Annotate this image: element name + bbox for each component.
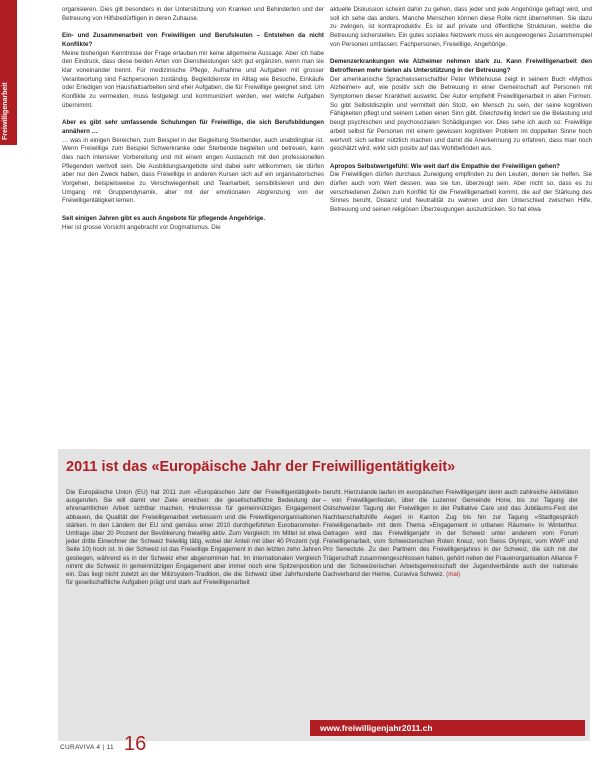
info-box-text-left: Die Europäische Union (EU) hat 2011 zum «Europäischen Jahr der Freiwilligentätigkeit» ausgerufen. Sie will damit vier Ziele erreichen: die gesellschaftliche Bedeutung der ehrenamtlichen Arbeit sichtbar machen, Hindernisse für gemeinnütziges Engagement abbauen, die Qualität der Freiwilligenarbeit verbessern und die Freiwilligenorganisationen stärken. In den Ländern der EU sind gemäss einer 2010 durchgeführten Eurobarometer-Umfrage über 20 Prozent der Bevölkerung freiwillig aktiv. Zum Vergleich: Im Mittel ist etwa jeder dritte Einwohner der Schweiz freiwillig tätig, wobei der Anteil mit über 40 Prozent (vgl. Seite 10) hoch ist. In der Schweiz ist das Freiwillige Engagement in den letzten zehn Jahren gestiegen, während es in der Schweiz eher abgenommen hat. Im internationalen Vergleich nimmt die Schweiz in gemeinnützigen Engagement aber immer noch eine Spitzenposition ein. Das liegt nicht zuletzt an der Milizsystem-Tradition, die die Schweiz über Jahrhunderte für gesellschaftliche Aufgaben prägt und stark auf Freiwilligenarbeit — [66, 489, 321, 587]
paragraph: organisieren. Dies gilt besonders in der Unterstützung von Kranken und Behinderten und der Betreuung von Hilfsbedürftigen in deren Zuhause. — [62, 6, 324, 22]
info-box-title: 2011 ist das «Europäische Jahr der Freiwilligentätigkeit» — [66, 459, 456, 475]
magazine-issue: CURAVIVA 4 | 11 — [60, 744, 114, 751]
interview-question: Seit einigen Jahren gibt es auch Angebote für pflegende Angehörige. — [62, 214, 266, 222]
page-number: 16 — [124, 733, 147, 755]
interview-question: Apropos Selbstwertgefühl: Wie weit darf die Empathie der Freiwilligen gehen? — [330, 162, 560, 170]
website-link[interactable]: www.freiwilligenjahr2011.ch — [310, 720, 585, 736]
interview-question: Aber es gibt sehr umfassende Schulungen für Freiwillige, die sich Berufsbildungen annähern … — [62, 119, 324, 135]
paragraph: … was in einigen Bereichen, zum Beispiel in der Begleitung Sterbender, auch unabdingbar ist. Wenn Freiwillige zum Beispiel Schwerkranke oder Sterbende begleiten und betreuen, kann dies nach intensiver Vorbereitung und mit einem engen Austausch mit den professionellen Pflegenden wertvoll sein. Die Ausbildungsangebote sind dabei sehr willkommen, sie dürfen aber nur den Zweck haben, dass Freiwillige in anderen Kursen sich auf ein organisatorisches Vorgehen, beispielsweise zu Verschwiegenheit und Teamarbeit, sensibilisieren und den Umgang mit Gruppendynamik, aber mit der emotionalen Abgrenzung von der Freiwilligentätigkeit lernen. — [62, 136, 324, 205]
section-tab-label: Freiwilligenarbeit — [2, 82, 9, 140]
info-box-text-right — [323, 489, 578, 579]
paragraph: Die Freiwilligen dürfen durchaus Zuneigung empfinden zu den Leuten, denen sie helfen. Sie dürfen auch vom Wert dessen, was sie tun, überzeugt sein. Aber nicht so, dass es zu verschiedenen Zeiten zum Konflikt für die Freiwilligenarbeit kommt, die auf der Stärkung des Sinnes beruht, Distanz und Neutralität zu wahren und den Unterschied zwischen Hilfe, Betreuung und seinen religiösen Überzeugungen auszudrücken. So hat etwa — [330, 171, 592, 214]
section-tab — [0, 0, 17, 145]
author-tag: (mal) — [446, 571, 461, 579]
article-column-right — [330, 6, 592, 224]
article-column-left — [62, 6, 324, 241]
paragraph: Meine bisherigen Kenntnisse der Frage erlauben mir keine allgemeine Aussage. Aber ich habe den Eindruck, dass diese beiden Arten von Dienstleistungen sich gut ergänzen, wenn man sie klar voneinander trennt. Für medizinische Pflege, Aufnahme und Aufgaben mit grosser Verantwortung sind Fachpersonen zuständig. Begleitdienste im Alltag wie Besuche, Einkäufe oder Erledigen von Haushaltsarbeiten sind eher Aufgaben, die für Freiwillige geeignet sind. Um Konflikte zu vermeiden, muss festgelegt und kommuniziert werden, wer welche Aufgaben übernimmt. — [62, 49, 324, 109]
interview-question: Ein- und Zusammenarbeit von Freiwilligen und Berufsleuten – Entstehen da nicht Konflikte? — [62, 32, 324, 48]
paragraph: Der amerikanische Sprachwissenschaftler Peter Whitehouse zeigt in seinem Buch «Mythos Alzheimer» auf, wie positiv sich die Betreuung in einer Gemeinschaft auf Personen mit Symptomen dieser Krankheit auswirkt. Der Autor empfiehlt Freiwilligenarbeit in allen Formen. So gibt Selbstdisziplin und vermittelt den Stolz, ein Mensch zu sein, der seine kognitiven Fähigkeiten pflegt und seinem Leben einen Sinn gibt. Gleichzeitig lindert sie die Belastung und beugt psychischen und psychosozialen Schädigungen vor. Dies sehe ich auch so: Freiwillige arbeit selbst für Personen mit einem gewissen kognitiven Problem im doppelten Sinne hoch wertvoll: sich selber nützlich machen und damit die Anerkennung zu erfahren, dass man noch geschätzt wird, wirkt sich positiv auf das Wohlbefinden aus. — [330, 75, 592, 153]
info-box — [58, 449, 590, 741]
info-box-paragraph: beruht. Hierzulande laufen im europäischen Freiwilligenjahr denn auch zahlreiche Aktivitäten – von Freiwilligenfesten, über die Luzerner Gemeinde Horw, bis zur Tagung der Ostschweizer Tagung der Freiwilligen in der Palliative Care und das Jubiläums-Fest der Nachbarschaftshilfe Aegeri in Kanton Zug bis hin zur Tagung «Stadtgespräch Freiwilligenarbeit» mit dem Thema «Engagement in urbanen Räumen» in Winterthur. Getragen wird das Freiwilligenjahr in der Schweiz unter anderem vom Forum Freiwilligenarbeit, vom Schweizerischen Roten Kreuz, von Swiss Olympic, vom WWF und Pro Senectute. Zu den Partnern des Freiwilligenjahres in der Schweiz, die sich mit der Trägerschaft zusammengeschlossen haben, gehört neben der Frauenorganisation Alliance F und der Schweizerischen Arbeitsgemeinschaft der Jugendverbände auch der nationale Dachverband der Heime, Curaviva Schweiz. — [323, 489, 578, 579]
paragraph: Hier ist grosse Vorsicht angebracht vor Dogmatismus. Die — [62, 223, 221, 231]
paragraph: aktuelle Diskussion scheint dahin zu gehen, dass jeder und jede Angehörige gefragt wird, und soll ich sehe das anders. Manche Menschen können diese Rolle nicht übernehmen. Sie dazu zu zwingen, ist kontraproduktiv. Es ist auf private und öffentliche Strukturen, welche die Betreuung sicherstellen. Ein gutes soziales Netzwerk muss ein ausgewogenes Zusammenspiel von Personen umfassen: Fachpersonen, Freiwillige, Angehörige. — [330, 6, 592, 48]
interview-question: Demenzerkrankungen wie Alzheimer nehmen stark zu. Kann Freiwilligenarbeit den Betroffenen mehr bieten als Unterstützung in der Betreuung? — [330, 58, 592, 74]
